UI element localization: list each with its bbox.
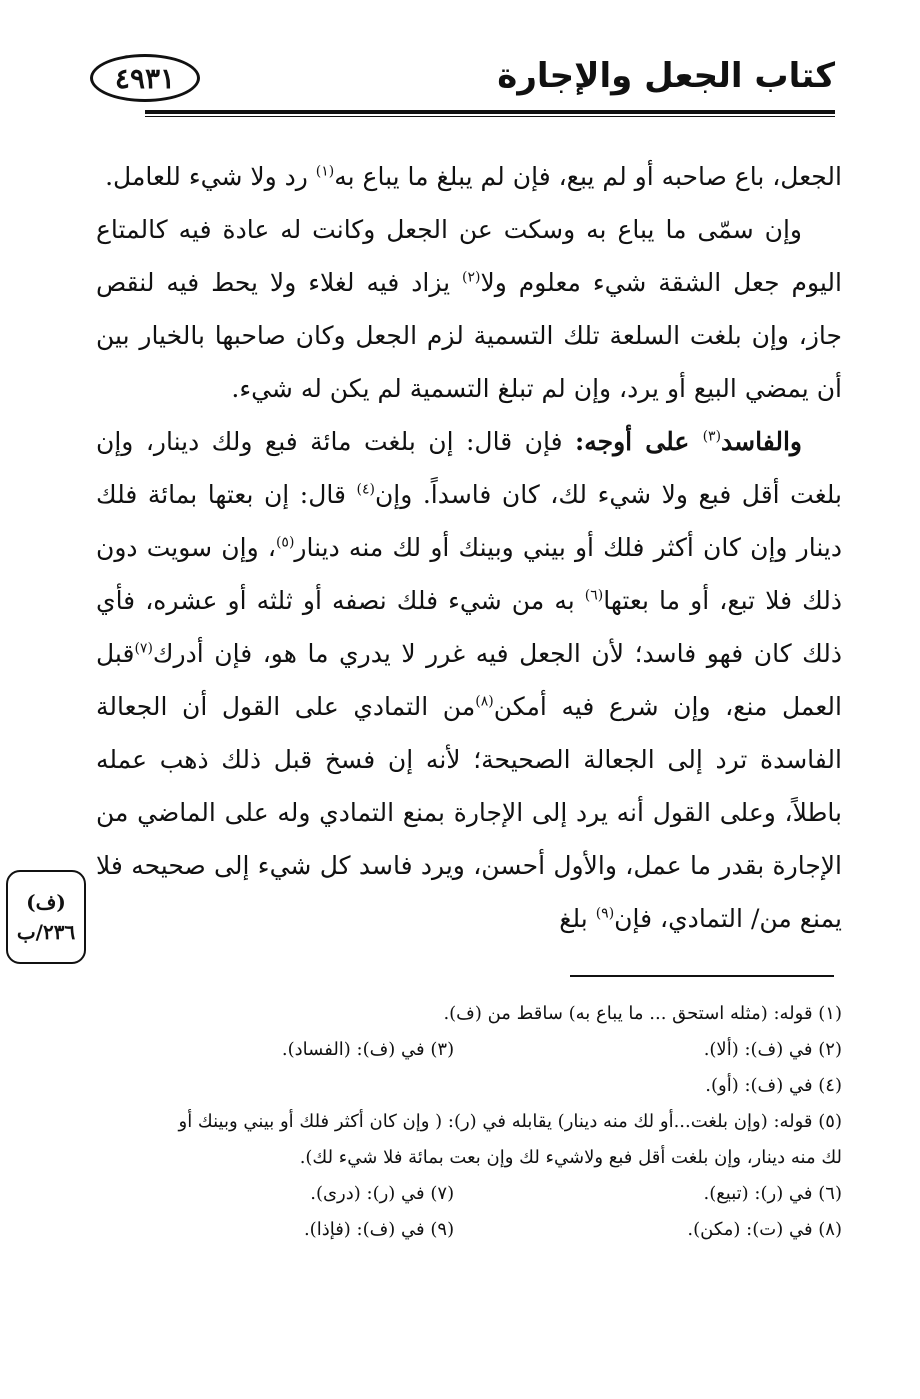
footnote-3: (٣) في (ف): (الفساد). — [281, 1039, 455, 1060]
section-lead-suffix: على أوجه: — [575, 427, 703, 456]
text-run: ، وإن سويت دون ذلك فلا تبع، أو ما بعتها — [96, 533, 843, 615]
text-run: قبل العمل منع، وإن شرع فيه أمكن — [96, 639, 842, 721]
folio-siglum: (ف) — [26, 890, 66, 914]
footnote-ref-5: (٥) — [275, 534, 295, 551]
footnote-ref-4: (٤) — [356, 481, 375, 498]
footnote-ref-8: (٨) — [475, 693, 494, 710]
footnote-ref-6: (٦) — [584, 587, 604, 604]
footnote-5 — [96, 1104, 842, 1176]
text-run: فإن قال: إن بلغت مائة فبع ولك دينار، وإن بلغت أقل فبع ولا شيء لك، كان فاسداً. وإن — [96, 427, 842, 509]
footnote-6: (٦) في (ر): (تبيع). — [703, 1183, 842, 1204]
footnote-5-line-1: (٥) قوله: (وإن بلغت...أو لك منه دينار) يقابله في (ر): ( وإن كان أكثر فلك أو بيني وبينك أو — [178, 1111, 842, 1132]
header-rule — [145, 110, 835, 114]
footnote-ref-3: (٣) — [702, 428, 722, 445]
footnote-row — [96, 1212, 842, 1248]
folio-number: ٢٣٦/ب — [16, 920, 76, 944]
main-text — [96, 150, 842, 945]
footnote-row — [96, 1032, 842, 1068]
page-title: كتاب الجعل والإجارة — [497, 56, 835, 96]
footnote-2: (٢) في (ف): (ألا). — [703, 1039, 842, 1060]
text-run: يزاد فيه لغلاء ولا يحط فيه لنقص جاز، وإن بلغت السلعة تلك التسمية لزم الجعل وكان صاحبها بالخيار بين أن يمضي البيع أو يرد، وإن لم تبلغ التسمية لم يكن له شيء. — [96, 268, 842, 403]
footnote-row — [96, 1176, 842, 1212]
text-run: قال: إن بعتها بمائة فلك دينار وإن كان أكثر فلك أو بيني وبينك أو لك منه دينار — [96, 480, 842, 562]
footnote-1: (١) قوله: (مثله استحق ... ما يباع به) ساقط من (ف). — [443, 1003, 842, 1024]
footnotes — [96, 996, 842, 1248]
footnote-5-line-2: لك منه دينار، وإن بلغت أقل فبع ولاشيء لك وإن بعت بمائة فلا شيء لك). — [299, 1147, 842, 1168]
text-run: وإن سمّى ما يباع به وسكت عن الجعل وكانت له عادة فيه كالمتاع اليوم جعل الشقة شيء معلوم ولا — [96, 215, 842, 297]
paragraph-2 — [96, 203, 842, 415]
text-run: من التمادي على القول أن الجعالة الفاسدة ترد إلى الجعالة الصحيحة؛ لأنه إن فسخ قبل ذلك ذهب عمله باطلاً، وعلى القول أنه يرد إلى الإجارة بمنع التمادي وله على الماضي من الإجارة بقدر ما عمل، والأول أحسن، ويرد فاسد كل شيء إلى صحيحه فلا يمنع من/ التمادي، فإن — [96, 692, 842, 933]
footnote-4: (٤) في (ف): (أو). — [705, 1075, 842, 1096]
page-number: ٤٩٣١ — [90, 54, 200, 102]
footnote-9: (٩) في (ف): (فإذا). — [303, 1219, 455, 1240]
text-run: به من شيء فلك نصفه أو ثلثه أو عشره، فأي ذلك كان فهو فاسد؛ لأن الجعل فيه غرر لا يدري ما هو، فإن أدرك — [96, 586, 842, 668]
header-rule-thin — [145, 116, 835, 117]
footnote-ref-9: (٩) — [595, 905, 615, 922]
footnote-ref-7: (٧) — [134, 640, 153, 657]
text-run: الجعل، باع صاحبه أو لم يبع، فإن لم يبلغ ما يباع به — [334, 162, 842, 191]
footnote-7: (٧) في (ر): (درى). — [310, 1183, 455, 1204]
footnote-ref-1: (١) — [315, 163, 335, 180]
footnote-divider — [570, 975, 834, 977]
footnote-8: (٨) في (ت): (مكن). — [687, 1219, 842, 1240]
text-run: رد ولا شيء للعامل. — [105, 162, 316, 191]
paragraph-3 — [96, 415, 842, 945]
manuscript-folio-note — [6, 870, 86, 964]
page-header — [90, 52, 835, 112]
paragraph-1 — [96, 150, 842, 203]
text-run: بلغ — [559, 904, 596, 933]
footnote-ref-2: (٢) — [462, 269, 481, 286]
section-lead: والفاسد — [721, 427, 803, 456]
